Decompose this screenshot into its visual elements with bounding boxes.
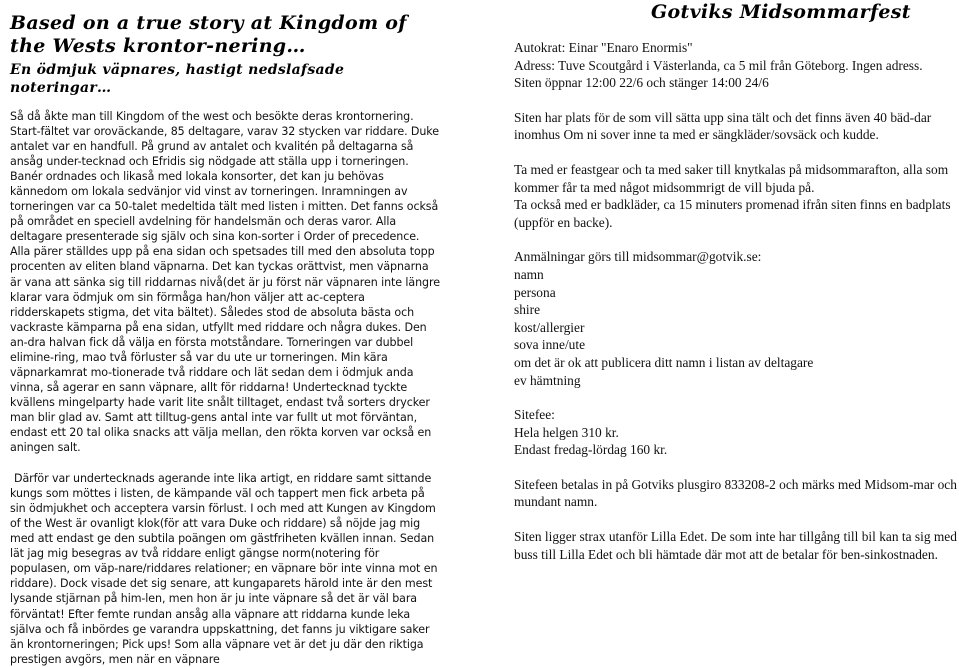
address-line: Adress: Tuve Scoutgård i Västerlanda, ca 5 mil från Göteborg. Ingen adress. <box>514 57 923 73</box>
signup-item: namn <box>514 266 544 282</box>
autocrat-line: Autokrat: Einar "Enaro Enormis" <box>514 40 693 55</box>
payment-paragraph: Sitefeen betalas in på Gotviks plusgiro 833208-2 och märks med Midsom-mar och mundant namn. <box>514 476 957 510</box>
signup-item: ev hämtning <box>514 372 581 388</box>
location-paragraph: Siten ligger strax utanför Lilla Edet. De som inte har tillgång till bil kan ta sig med buss till Lilla Edet och bli hämtade där mot att de betalar för ben-sinkostnaden. <box>514 529 957 562</box>
left-column <box>10 0 440 667</box>
bathing-paragraph: Ta också med er badkläder, ca 15 minuters promenad ifrån siten finns en badplats (uppför en backe). <box>514 197 951 230</box>
event-body <box>514 39 959 563</box>
signup-item: shire <box>514 302 541 318</box>
accommodation-paragraph: Siten har plats för de som vill sätta upp sina tält och det finns även 40 bäd-dar inomhus Om ni sover inne ta med er sängkläder/sovsäck och kudde. <box>514 109 932 143</box>
right-column <box>514 0 959 563</box>
article-subtitle: En ödmjuk väpnares, hastigt nedslafsade noteringar… <box>10 62 345 96</box>
signup-item: persona <box>514 284 556 300</box>
signup-item: sova inne/ute <box>514 337 586 353</box>
signup-item: om det är ok att publicera ditt namn i listan av deltagare <box>514 354 814 370</box>
event-title: Gotviks Midsommarfest <box>651 1 911 23</box>
opening-hours-line: Siten öppnar 12:00 22/6 och stänger 14:00 24/6 <box>514 75 769 91</box>
signup-intro: Anmälningar görs till midsommar@gotvik.se: <box>514 249 762 265</box>
article-paragraph: Därför var undertecknads agerande inte lika artigt, en riddare samt sittande kungs som möttes i listen, de kämpande väl och tappert men fick arbeta på sin ödmjukhet och acceptera varsin förlust. I och med att Kungen av Kingdom of the West är ovanligt klok(för att vara Duke och riddare) så nöjde jag mig med att endast ge den subtila poängen om gästfriheten kvällen innan. Sedan lät jag mig besegras av två riddare enligt gängse norm(notering för populasen, om väp-nare/riddares relationer; en väpnare bör inte vinna mot en riddare). Dock visade det sig senare, att kungaparets härold inte är den mest lysande stjärnan på him-len, men hon är ju inte väpnare så det är väl bara förväntat! Efter femte rundan ansåg alla väpnare att riddarna kunde leka själva och få inbördes ge varandra uppskattning, det fanns ju viktigare saker än krontorneringen; Pick ups! Som alla väpnare vet är det ju där den riktiga prestigen avgörs, men när en väpnare <box>10 472 438 666</box>
feastgear-paragraph: Ta med er feastgear och ta med saker till knytkalas på midsommarafton, alla som kommer får ta med något midsommrigt de vill bjuda på. <box>514 161 949 195</box>
signup-item: kost/allergier <box>514 319 585 335</box>
article-title: Based on a true story at Kingdom of the Wests krontor-nering… <box>10 12 407 57</box>
article-body <box>10 109 440 667</box>
sitefee-heading: Sitefee: <box>514 407 555 423</box>
article-paragraph: Så då åkte man till Kingdom of the west och besökte deras krontornering. Start-fältet var oroväckande, 85 deltagare, varav 32 stycken var riddare. Duke antalet var en handfull. På grund av antalet och kvalitén på deltagarna så ansåg under-tecknad och Efridis sig nödgade att ställa upp i torneringen. Banér ordnades och likaså med lokala konsorter, det kan ju behövas kännedom om lokala sedvänjor vid vinst av torneringen. Inramningen av torneringen var ca 50-talet medeltida tält med listen i mitten. Det fanns också på området en speciell avdelning för handelsmän och deras varor. Alla deltagare presenterade sig själv och sina kon-sorter i Order of precedence. Alla pärer ställdes upp på ena sidan och spetsades till med den absoluta topp procenten av eliten bland väpnarna. Det kan tyckas orättvist, men väpnarna är vana att sänka sig till riddarnas nivå(det är ju först när väpnaren inte längre klarar vara ödmjuk om sin förmåga han/hon väljer att ac-ceptera ridderskapets stigma, det vita bältet). Således stod de absoluta bästa och vackraste kämparna på ena sidan, utfyllt med riddare och några dukes. Den an-dra halvan fick då välja en första motståndare. Torneringen var dubbel elimine-ring, mao två förluster så var du ute ur torneringen. Min kära väpnarkamrat mo-tionerade två riddare och lät sedan dem i ödmjuk anda vinna, så agerar en sann väpnare, allt för riddarna! Undertecknad tyckte kvällens mingelparty hade varit lite snålt tilltaget, endast två sorters drycker man blir glad av. Samt att tilltug-gens antal inte var fullt ut mot förväntan, endast ett 20 tal olika snacks att välja mellan, den rökta korven var också en aningen salt. <box>10 110 440 455</box>
sitefee-line: Hela helgen 310 kr. <box>514 424 619 440</box>
sitefee-line: Endast fredag-lördag 160 kr. <box>514 442 668 458</box>
